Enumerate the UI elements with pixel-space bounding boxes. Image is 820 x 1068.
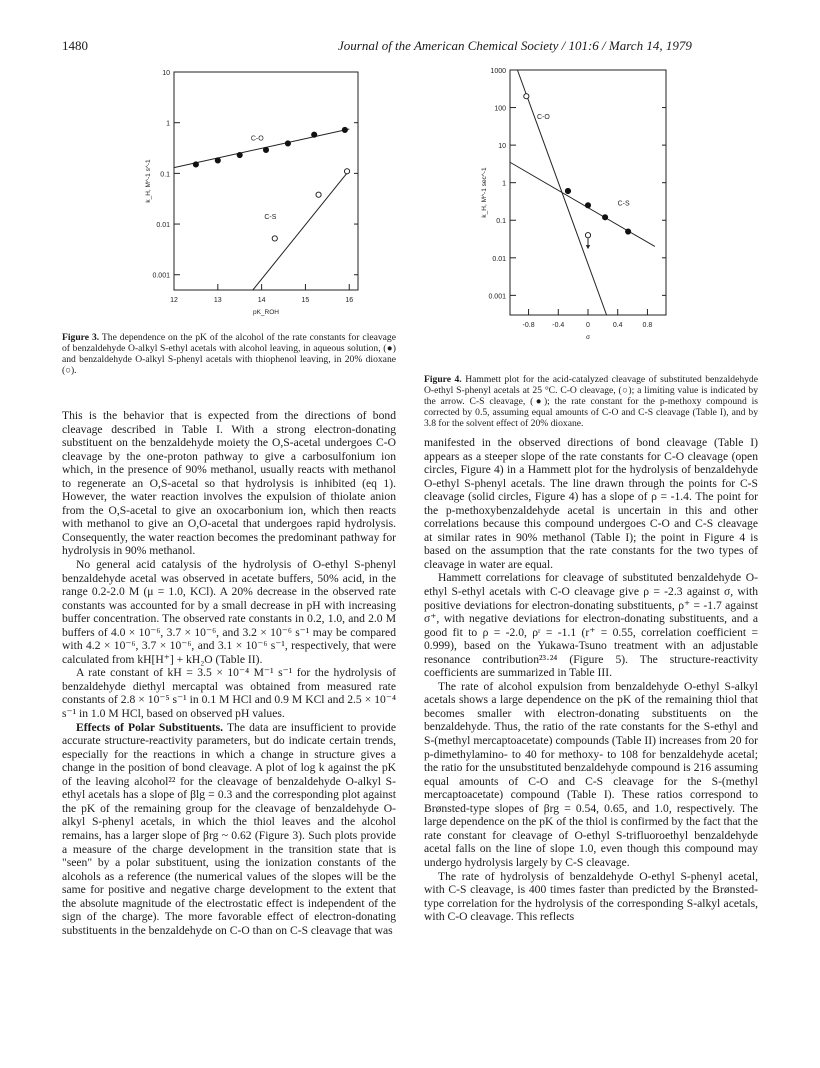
left-column [62, 409, 396, 937]
y-axis-label: k_H, M^-1 sec^-1 [481, 167, 488, 218]
x-axis-label: σ [585, 334, 591, 341]
x-tick-label: 0.8 [642, 322, 653, 329]
y-tick-label: 10 [498, 143, 506, 151]
data-point-open [344, 169, 349, 174]
x-tick-label: 12 [170, 297, 178, 304]
figure-3-chart [130, 60, 370, 330]
data-point-open [272, 236, 277, 241]
annotation-label: C-O [250, 135, 264, 143]
y-tick-label: 1 [502, 180, 506, 188]
y-tick-label: 0.1 [496, 218, 506, 226]
x-tick-label: 16 [345, 297, 354, 304]
section-heading: Effects of Polar Substituents. [76, 720, 224, 734]
paragraph [62, 721, 396, 938]
y-tick-label: 0.001 [152, 272, 170, 280]
y-tick-label: 0.01 [156, 222, 170, 230]
y-tick-label: 100 [494, 105, 506, 113]
paragraph: A rate constant of kH = 3.5 × 10⁻⁴ M⁻¹ s⁻¹ for the hydrolysis of benzaldehyde diethyl mercaptal was obtained from measured rate constants of 2.8 × 10⁻⁵ s⁻¹ in 0.1 M HCl and 0.9 M KCl and 2.5 × 10⁻⁴ s⁻¹ in 1.0 M HCl, based on observed pH values. [62, 666, 396, 721]
y-tick-label: 1 [166, 120, 170, 128]
paragraph: Hammett correlations for cleavage of substituted benzaldehyde O-ethyl S-ethyl acetals with C-O cleavage give ρ = -2.3 against σ, with positive deviations for electron-donating substituents, ρ⁺ = -1.7 against σ⁺, with negative deviations for electron-donating substituents, and a good fit to ρ = -2.0, ρʳ = -1.1 (r⁺ = 0.55, correlation coefficient = 0.999), based on the Yukawa-Tsuno treatment with an adjustable resonance contribution²³·²⁴ (Figure 5). The structure-reactivity coefficients are summarized in Table III. [424, 571, 758, 680]
figure-3-caption-text: The dependence on the pK of the alcohol of the rate constants for cleavage of benzaldehyde O-alkyl S-ethyl acetals with alcohol leaving, in aqueous solution, (●) and benzaldehyde O-alkyl S-phenyl acetals with thiophenol leaving, in 20% dioxane (○). [62, 332, 396, 376]
data-point-filled [193, 162, 198, 167]
y-tick-label: 1000 [490, 68, 506, 75]
figure-4-caption-text: Hammett plot for the acid-catalyzed cleavage of substituted benzaldehyde O-ethyl S-phenyl acetals at 25 °C. C-O cleavage, (○); a limiting value is indicated by the arrow. C-S cleavage, (●); the rate constant for the p-methoxy compound is corrected by 0.5, assuming equal amounts of C-O and C-S cleavage (Table I), and by 3.8 for the solvent effect of 20% dioxane. [424, 374, 758, 429]
figure-3-caption-label: Figure 3. [62, 332, 100, 343]
x-tick-label: 15 [301, 297, 310, 304]
data-point-open [524, 94, 529, 99]
x-tick-label: 14 [257, 297, 266, 304]
series-line [253, 170, 349, 290]
page-number: 1480 [62, 38, 88, 53]
journal-header: Journal of the American Chemical Society / 101:6 / March 14, 1979 [338, 38, 692, 53]
paragraph: manifested in the observed directions of bond cleavage (Table I) appears as a steeper slope of the rate constants for C-O cleavage (open circles, Figure 4) in a Hammett plot for the hydrolysis of benzaldehyde O-ethyl S-phenyl acetals. The line drawn through the points for C-S cleavage (solid circles, Figure 4) has a slope of ρ = -1.4. The point for the p-methoxybenzaldehyde acetal is uncertain in this and other correlations because this compound undergoes C-O and C-S cleavage at similar rates in 90% methanol (Table I); the point in Figure 4 is based on the assumption that the rate constants for the two types of cleavage in water are equal. [424, 436, 758, 571]
figure-4-caption [424, 374, 758, 429]
data-point-filled [342, 127, 347, 132]
annotation-label: C-S [264, 214, 277, 222]
y-tick-label: 0.1 [160, 171, 170, 179]
data-point-filled [312, 132, 317, 137]
data-point-filled [263, 147, 268, 152]
y-tick-label: 0.01 [492, 255, 506, 263]
data-point-filled [626, 229, 631, 234]
x-tick-label: 0.4 [612, 322, 623, 329]
data-point-filled [285, 141, 290, 146]
data-point-filled [602, 215, 607, 220]
data-point-filled [237, 152, 242, 157]
plot-frame [174, 72, 358, 290]
data-point-open [585, 233, 590, 238]
figure-3-caption [62, 332, 396, 376]
x-tick-label: -0.8 [522, 322, 535, 329]
right-column [424, 436, 758, 924]
paragraph: No general acid catalysis of the hydrolysis of O-ethyl S-phenyl benzaldehyde acetal was observed in acetate buffers, 50% acid, in the range 0.2-2.0 M (μ = 1.0, KCl). A 20% decrease in the observed rate constants was accounted for by a small decrease in pH with increasing buffer concentration. The observed rate constants in 0.2, 1.0, and 2.0 M buffers of 4.0 × 10⁻⁶, 3.7 × 10⁻⁶, and 3.2 × 10⁻⁶ s⁻¹ may be compared with 4.2 × 10⁻⁶, 3.7 × 10⁻⁶, and 3.1 × 10⁻⁶ s⁻¹, respectively, that were calculated from kH[H⁺] + kH₂O (Table II). [62, 558, 396, 666]
y-axis-label: k_H, M^-1 s^-1 [145, 159, 152, 203]
paragraph: The rate of hydrolysis of benzaldehyde O-ethyl S-phenyl acetal, with C-S cleavage, is 400 times faster than predicted by the Brønsted-type correlation for the hydrolysis of the corresponding S-alkyl acetals, with C-O cleavage. This reflects [424, 869, 758, 924]
y-tick-label: 0.001 [488, 293, 506, 301]
plot-frame [510, 70, 666, 315]
paragraph-text: The data are insufficient to provide accurate structure-reactivity parameters, but do indicate certain trends, especially for the reactions in which a change in structure gives a change in the position of bond cleavage. A plot of log k against the pK of the leaving alcohol²² for the cleavage of benzaldehyde O-alkyl S-ethyl acetals has a slope of βlg = 0.3 and the corresponding plot against the pK of the remaining group for the cleavage of benzaldehyde O-alkyl S-phenyl acetals, in which the thiol leaves and the alcohol remains, has a larger slope of βrg ~ 0.62 (Figure 3). Such plots provide a measure of the charge development in the transition state that is "seen" by a polar substituent, using the ionization constants of the alcohols as a reference (the numerical values of the slopes will be the same for positive and negative charge development to the extent that the absolute magnitude of the electrostatic effect is independent of the sign of the charge). The more favorable effect of electron-donating substituents in the benzaldehyde on C-O than on C-S cleavage that was [62, 720, 396, 937]
figure-4-caption-label: Figure 4. [424, 374, 462, 385]
data-point-filled [215, 158, 220, 163]
x-axis-label: pK_ROH [252, 309, 280, 316]
annotation-label: C-S [617, 200, 630, 208]
figure-4-chart [466, 60, 676, 370]
series-line [510, 162, 655, 246]
annotation-label: C-O [537, 113, 550, 121]
data-point-open [316, 192, 321, 197]
data-point-filled [565, 188, 570, 193]
y-tick-label: 10 [162, 70, 170, 77]
x-tick-label: 13 [213, 297, 222, 304]
paragraph: The rate of alcohol expulsion from benzaldehyde O-ethyl S-alkyl acetals shows a large dependence on the pK of the remaining thiol that becomes smaller with electron-donating substituents on the benzaldehyde. Thus, the ratio of the rate constants for the S-ethyl and S-(methyl mercaptoacetate) compounds (Table II) increases from 20 for p-dimethylamino- to 40 for methoxy- to 108 for benzaldehyde acetal; the ratio for the unsubstituted benzaldehyde compound is 216 assuming equal amounts of C-O and C-S cleavage for the S-(methyl mercaptoacetate) compound (Table I). These ratios correspond to Brønsted-type slopes of βrg = 0.54, 0.65, and 1.0, respectively. The large dependence on the pK of the thiol is confirmed by the fact that the rate constant for cleavage of O-ethyl S-trifluoroethyl benzaldehyde acetal falls on the line of slope 1.0, even though this compound may undergo hydrolysis largely by C-S cleavage. [424, 679, 758, 869]
paragraph: This is the behavior that is expected from the directions of bond cleavage described in Table I. With a strong electron-donating substituent on the benzaldehyde moiety the O,S-acetal undergoes C-O cleavage by the one-proton pathway to give a carbosulfonium ion which, in the presence of 90% methanol, usually reacts with methanol to regenerate an O,S-acetal so that hydrolysis is inhibited (eq 1). However, the water reaction involves the expulsion of thiolate anion from the O,S-acetal to give an oxocarbonium ion, which then reacts with methanol to give an O,O-acetal that undergoes rapid hydrolysis. Consequently, the water reaction becomes the predominant pathway for hydrolysis in 90% methanol. [62, 409, 396, 558]
data-point-filled [585, 203, 590, 208]
limit-arrow-head [586, 245, 590, 249]
x-tick-label: 0 [586, 322, 590, 329]
x-tick-label: -0.4 [552, 322, 565, 329]
